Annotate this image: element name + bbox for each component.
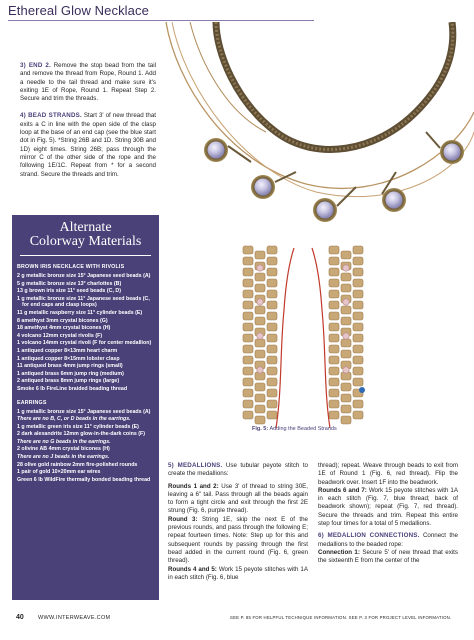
bead xyxy=(255,383,265,391)
round-3-paragraph xyxy=(168,516,308,566)
material-item: 18 amethyst 4mm crystal bicones (H) xyxy=(17,325,111,332)
medallion xyxy=(382,188,406,212)
rounds-1-2-text: Use 3' of thread to string 30E, leaving a 6" tail. Pass through all the beads again to form a tight circle and exit through the first 2E strung (Fig. 6, purple thread). xyxy=(168,482,308,515)
necklace-section-heading: BROWN IRIS NECKLACE WITH RIVOLIS xyxy=(17,264,125,270)
figure-label: Fig. 5: xyxy=(252,426,269,432)
material-item: 28 olive gold rainbow 2mm fire-polished rounds xyxy=(17,461,138,468)
material-item: 11 antiqued brass 4mm jump rings (small) xyxy=(17,363,123,370)
bead xyxy=(341,306,351,314)
bead xyxy=(329,301,339,309)
step-4-paragraph xyxy=(20,112,156,178)
bead xyxy=(353,367,363,375)
bead xyxy=(329,334,339,342)
bead xyxy=(329,345,339,353)
material-item: 1 volcano 14mm crystal rivoli (F for center medallion) xyxy=(17,340,152,347)
bead xyxy=(255,317,265,325)
bead xyxy=(353,279,363,287)
bead xyxy=(341,383,351,391)
bead xyxy=(353,246,363,254)
earrings-materials-list xyxy=(12,409,159,484)
rounds-4-5-continued xyxy=(318,462,458,487)
bead xyxy=(329,323,339,331)
accent-bead xyxy=(343,265,349,271)
bead xyxy=(329,411,339,419)
material-item: 13 g brown iris size 11° seed beads (C, D) xyxy=(17,288,121,295)
bead xyxy=(353,301,363,309)
page-number: 40 xyxy=(16,614,24,621)
bead xyxy=(243,301,253,309)
bead xyxy=(329,268,339,276)
bead xyxy=(255,339,265,347)
necklace-photo xyxy=(156,22,474,224)
bead xyxy=(267,400,277,408)
bead xyxy=(341,350,351,358)
material-item: 2 olivine AB 4mm crystal bicones (H) xyxy=(17,446,110,453)
rounds-4-5-continued-text: thread); repeat. Weave through beads to exit from 1E of Round 1 (Fig. 6, red thread). Flip the beadwork over. Insert 1F into the beadwork. xyxy=(318,462,458,486)
bead xyxy=(243,411,253,419)
rounds-1-2-heading: Rounds 1 and 2: xyxy=(168,482,219,490)
step-6-heading: 6) MEDALLION CONNECTIONS. xyxy=(318,532,420,540)
rounds-6-7-heading: Rounds 6 and 7: xyxy=(318,486,367,494)
bead xyxy=(243,279,253,287)
step-5-text: Use tubular peyote stitch to create the medallions: xyxy=(168,462,308,478)
bead xyxy=(243,334,253,342)
step-4-text: Start 3' of new thread that exits a C in line with the open side of the clasp loop at the base of an end cap (see the blue start dot in Fig. 5). *String 26B and 1D. String 30B and 1D) eight times. String 26B; pass through the mirror C of the other side of the rope and the following 1E/1C. Repeat from * for a second strand. Secure the threads and trim. xyxy=(20,112,156,178)
bead xyxy=(255,416,265,424)
material-item: Smoke 6 lb FireLine braided beading thread xyxy=(17,385,128,392)
step-5-heading: 5) MEDALLIONS. xyxy=(168,462,223,469)
material-item: 4 volcano 12mm crystal rivolis (F) xyxy=(17,332,103,339)
bead xyxy=(243,367,253,375)
connection-1-text: Secure 5' of new thread that exits the sixteenth E from the center of the xyxy=(318,548,458,565)
bead xyxy=(267,268,277,276)
bead xyxy=(267,290,277,298)
left-strand-diagram xyxy=(243,246,277,424)
bead xyxy=(329,367,339,375)
right-strand-diagram xyxy=(329,246,363,424)
bead xyxy=(329,312,339,320)
material-item: 2 antiqued brass 8mm jump rings (large) xyxy=(17,378,120,385)
bead xyxy=(353,356,363,364)
bead xyxy=(255,284,265,292)
bead xyxy=(353,290,363,298)
connection-1-heading: Connection 1: xyxy=(318,548,360,556)
header-rule xyxy=(8,20,314,21)
material-item: 11 g metallic raspberry size 11° cylinder beads (E) xyxy=(17,309,143,316)
accent-bead xyxy=(257,367,263,373)
bead xyxy=(243,312,253,320)
sidebar-title-line-1: Alternate xyxy=(59,220,112,235)
figure-caption-text: Adding the Beaded Strands xyxy=(269,426,337,432)
bead xyxy=(329,246,339,254)
bead xyxy=(329,389,339,397)
bead xyxy=(255,273,265,281)
material-item: 1 pair of gold 10×20mm ear wires xyxy=(17,469,101,476)
bead xyxy=(243,257,253,265)
start-dot xyxy=(359,387,365,393)
earrings-section-heading: EARRINGS xyxy=(17,399,47,406)
material-item: 1 antiqued copper 8×13mm heart charm xyxy=(17,347,118,354)
bead xyxy=(243,345,253,353)
bead xyxy=(267,411,277,419)
step-3-heading: 3) END 2. xyxy=(20,62,51,69)
bead xyxy=(243,323,253,331)
bead xyxy=(267,279,277,287)
bead xyxy=(329,290,339,298)
accent-bead xyxy=(257,265,263,271)
bead xyxy=(353,312,363,320)
medallion xyxy=(204,138,228,162)
bead xyxy=(243,400,253,408)
bead xyxy=(353,378,363,386)
bead xyxy=(267,345,277,353)
bead xyxy=(267,312,277,320)
step-3-paragraph xyxy=(20,62,156,103)
figure-caption xyxy=(252,426,337,432)
material-item: There are no G beads in the earrings. xyxy=(17,438,111,445)
bead xyxy=(353,268,363,276)
page-footer xyxy=(0,612,474,630)
bead xyxy=(353,345,363,353)
bead xyxy=(353,323,363,331)
material-item: Green 6 lb WildFire thermally bonded beading thread xyxy=(17,476,151,483)
bead xyxy=(341,284,351,292)
bead xyxy=(267,334,277,342)
bead xyxy=(267,301,277,309)
bead xyxy=(255,394,265,402)
footer-note: SEE P. 85 FOR HELPFUL TECHNIQUE INFORMATION. SEE P. 3 FOR PROJECT LEVEL INFORMATION. xyxy=(230,615,452,620)
material-item: There are no J beads in the earrings. xyxy=(17,454,110,461)
figure-5-diagram xyxy=(218,240,388,432)
page-title: Ethereal Glow Necklace xyxy=(8,3,149,18)
bead xyxy=(243,290,253,298)
website-link[interactable]: WWW.INTERWEAVE.COM xyxy=(38,615,111,621)
right-column xyxy=(318,462,458,570)
medallion xyxy=(313,198,337,222)
bead xyxy=(341,416,351,424)
bead xyxy=(267,356,277,364)
rounds-6-7-text: Work 15 peyote stitches with 1A in each stitch (Fig. 7, blue thread; back of beadwork shown); repeat (Fig. 7, red thread). Secure the threads and trim. Repeat this entire step four times for a total of 5 medallions. xyxy=(318,486,458,528)
step-6-text: Connect the medallions to the beaded rope: xyxy=(318,532,458,548)
medallion xyxy=(440,140,464,164)
bead xyxy=(267,257,277,265)
bead xyxy=(255,251,265,259)
bead xyxy=(329,400,339,408)
material-item: 8 amethyst 3mm crystal bicones (G) xyxy=(17,317,108,324)
bead xyxy=(267,323,277,331)
bead xyxy=(243,246,253,254)
bead xyxy=(353,411,363,419)
material-item: 1 antiqued brass 6mm jump ring (medium) xyxy=(17,370,124,377)
bead xyxy=(353,257,363,265)
thread-path xyxy=(312,248,330,428)
material-item: 2 dark alexandrite 12mm glow-in-the-dark coins (F) xyxy=(17,431,146,438)
bead xyxy=(341,317,351,325)
bead xyxy=(267,378,277,386)
step-5-paragraph xyxy=(168,462,308,479)
necklace-materials-list xyxy=(12,273,159,393)
accent-bead xyxy=(343,367,349,373)
bead xyxy=(267,246,277,254)
bead xyxy=(329,257,339,265)
middle-column xyxy=(168,462,308,586)
material-item: 1 g metallic green iris size 11° cylinder beads (E) xyxy=(17,423,139,430)
rounds-4-5-text: Work 15 peyote stitches with 1A in each stitch (Fig. 6, blue xyxy=(168,565,308,581)
bead xyxy=(255,405,265,413)
page-header xyxy=(0,0,474,22)
round-3-text: String 1E, skip the next E of the previous rounds, and pass through the following E; repeat fourteen times. Note: Step up for this and subsequent rounds by passing through the first bead added in the current round (Fig. 6, green thread). xyxy=(168,515,308,565)
round-3-heading: Round 3: xyxy=(168,515,198,523)
bead xyxy=(255,350,265,358)
bead xyxy=(267,367,277,375)
material-item: 5 g metallic bronze size 13° charlottes (B) xyxy=(17,280,122,287)
bead xyxy=(341,273,351,281)
accent-bead xyxy=(343,333,349,339)
left-column xyxy=(20,62,156,183)
rounds-4-5-paragraph xyxy=(168,566,308,583)
bead xyxy=(341,405,351,413)
material-item: 1 g metallic bronze size 11° Japanese seed beads (C, for end caps and clasp loops) xyxy=(17,295,150,309)
bead xyxy=(341,251,351,259)
step-3-text: Remove the stop bead from the tail and remove the thread from Rope, Round 1. Add a needle to the tail thread and make sure it's exiting 1E of Rope, Round 1. Repeat Step 2. Secure and trim the threads. xyxy=(20,62,156,103)
material-item: 1 g metallic bronze size 15° Japanese seed beads (A) xyxy=(17,408,151,415)
bead xyxy=(341,339,351,347)
step-4-heading: 4) BEAD STRANDS. xyxy=(20,112,82,120)
bead xyxy=(243,356,253,364)
bead xyxy=(329,378,339,386)
material-item: There are no B, C, or D beads in the earrings. xyxy=(17,416,131,423)
bead xyxy=(267,389,277,397)
rounds-4-5-heading: Rounds 4 and 5: xyxy=(168,565,217,573)
bead xyxy=(353,334,363,342)
alternate-colorway-sidebar xyxy=(12,215,159,600)
bead xyxy=(329,279,339,287)
rounds-1-2-paragraph xyxy=(168,483,308,516)
bead xyxy=(243,389,253,397)
connection-1-paragraph xyxy=(318,549,458,566)
material-item: 2 g metallic bronze size 15° Japanese seed beads (A) xyxy=(17,273,151,279)
rounds-6-7-paragraph xyxy=(318,487,458,528)
accent-bead xyxy=(343,299,349,305)
sidebar-title-line-2: Colorway Materials xyxy=(29,234,142,249)
bead xyxy=(341,394,351,402)
accent-bead xyxy=(257,299,263,305)
bead xyxy=(243,378,253,386)
sidebar-rule xyxy=(20,255,151,256)
bead xyxy=(243,268,253,276)
accent-bead xyxy=(257,333,263,339)
bead xyxy=(353,400,363,408)
sidebar-title xyxy=(12,221,159,249)
medallion xyxy=(251,175,275,199)
bead xyxy=(329,356,339,364)
material-item: 1 antiqued copper 8×15mm lobster clasp xyxy=(17,355,120,362)
thread-path xyxy=(276,248,294,428)
step-6-paragraph xyxy=(318,532,458,549)
bead xyxy=(255,306,265,314)
